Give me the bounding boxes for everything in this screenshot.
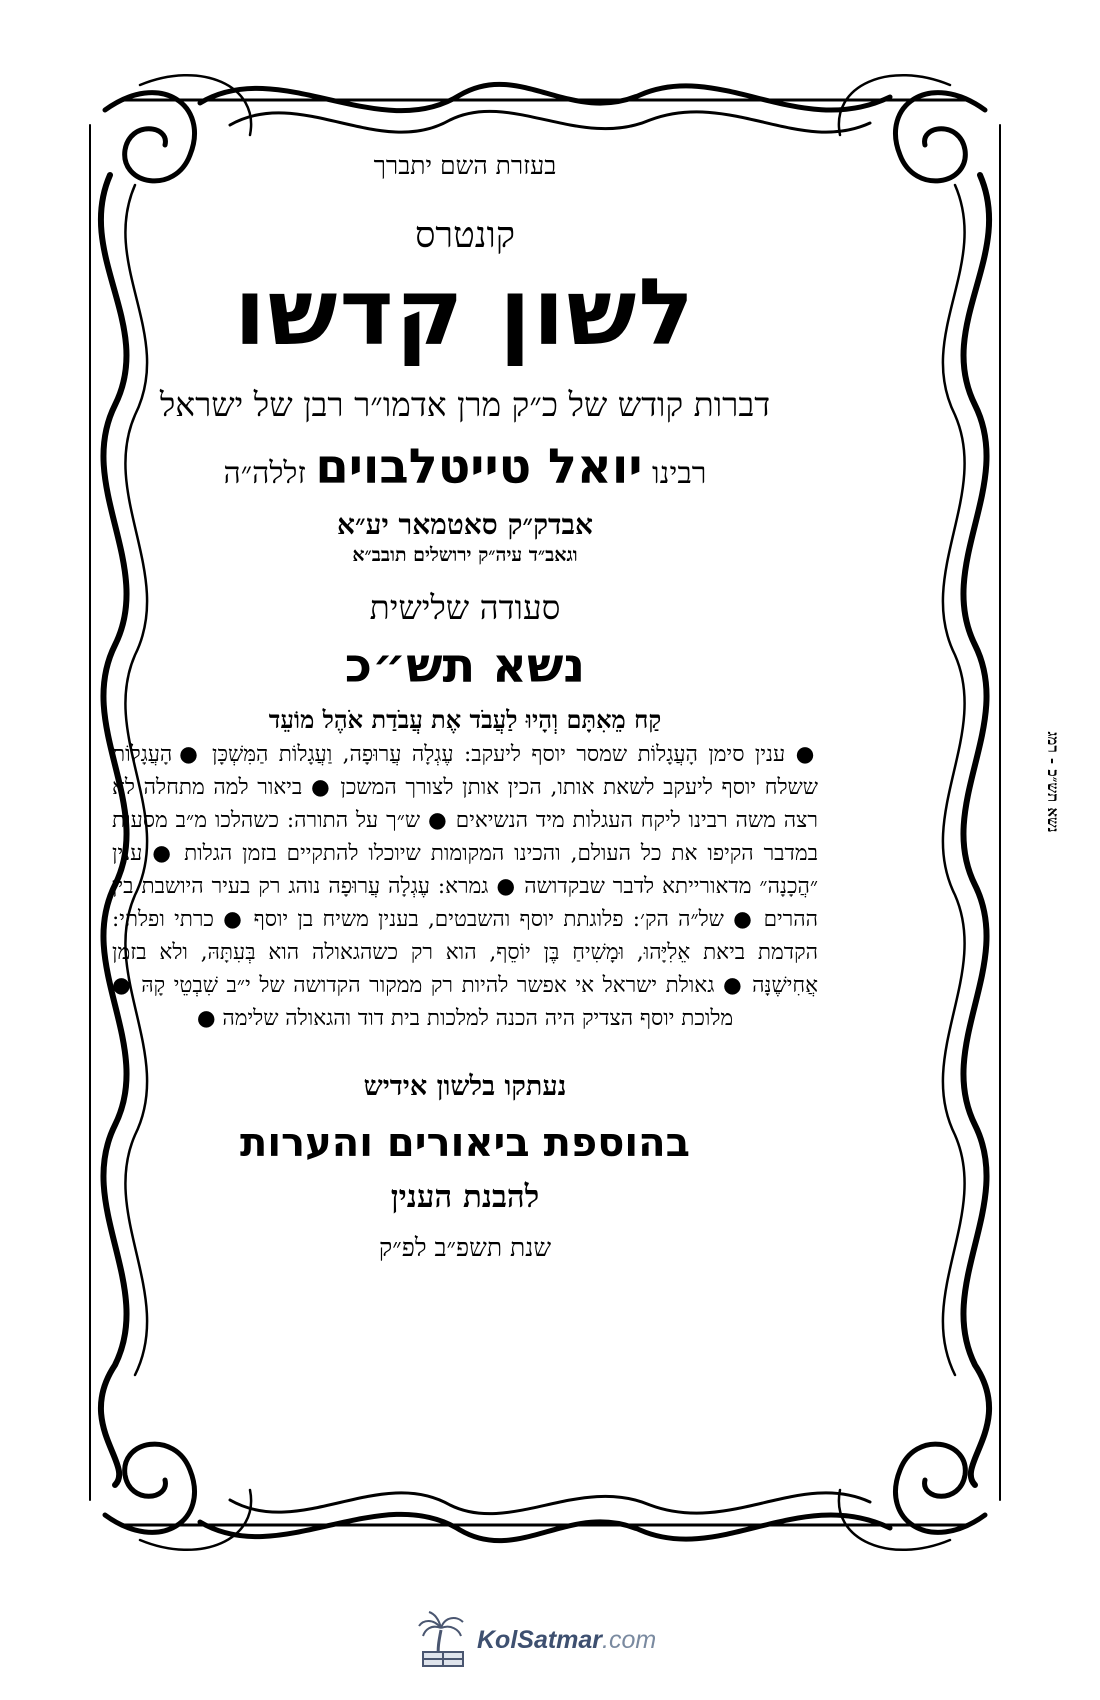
bullet-icon: ● — [311, 774, 332, 800]
topic-item: ענין סימן הָעֲגָלוֹת שמסר יוסף ליעקב: עֶגְלָה עֲרוּפָה, וַעֲגָלוֹת הַמִּשְׁכָּן — [212, 741, 786, 767]
author-line-1: דברות קודש של כ״ק מרן אדמו״ר רבן של ישראל — [159, 384, 771, 424]
topic-item: כרתי ופלתי: הקדמת ביאת אֵלִיָּהוּ, וּמָשִׁיחַ בֶּן יוֹסֵף, הוא רק כשהגאולה הוא בְּעִתָּהּ, ולא בזמן אֲחִישֶׁנָּה — [112, 906, 818, 998]
bullet-icon: ● — [152, 840, 175, 866]
translated-note: נעתקו בלשון אידיש — [363, 1070, 567, 1102]
bullet-icon: ● — [795, 741, 819, 767]
author-prefix: רבינו — [652, 455, 707, 491]
kuntres-label: קונטרס — [414, 214, 516, 256]
topic-item: גאולת ישראל אי אפשר להיות רק ממקור הקדושה של י״ב שִׁבְטֵי קָהּ — [141, 972, 715, 998]
publication-year: שנת תשפ״ב לפ״ק — [378, 1232, 552, 1262]
bullet-icon: ● — [179, 741, 202, 767]
occasion-parsha: נשא תש״כ — [344, 638, 586, 695]
author-line-3: אבדק״ק סאטמאר יע״א — [337, 508, 593, 542]
additions-note: בהוספת ביאורים והערות — [240, 1119, 690, 1166]
occasion-seuda: סעודה שלישית — [369, 588, 561, 628]
bullet-icon: ● — [733, 906, 755, 932]
palm-tree-book-icon — [415, 1610, 471, 1670]
topic-item: ענין ״הֲכָנָה״ מדאורייתא לדבר שבקדושה — [112, 840, 818, 899]
bullet-icon: ● — [496, 873, 517, 899]
topic-item: הָעֲגָלוֹת ששלח יוסף ליעקב לשאת אותו, הכין אותן לצורך המשכן — [112, 741, 819, 800]
blessing-heading: בעזרת השם יתברך — [373, 151, 557, 180]
verse-line: קַח מֵאִתָּם וְהָיוּ לַעֲבֹד אֶת עֲבֹדַת אֹהֶל מוֹעֵד — [268, 705, 662, 735]
logo-text — [477, 1626, 656, 1655]
author-line-4: וגאב״ד עיה״ק ירושלים תובב״א — [352, 544, 578, 567]
bullet-icon: ● — [223, 906, 245, 932]
topic-item: ביאור למה מתחלה לא רצה משה רבינו ליקח העגלות מיד הנשיאים — [112, 774, 818, 833]
topics-list — [110, 738, 820, 1035]
topic-item: מלוכת יוסף הצדיק היה הכנה למלכות בית דוד והגאולה שלימה — [222, 1005, 734, 1031]
bullet-icon: ● — [196, 1005, 216, 1031]
author-suffix: זללה״ה — [223, 455, 306, 491]
kolsatmar-logo[interactable] — [415, 1610, 695, 1670]
bullet-icon: ● — [112, 972, 133, 998]
title-page-content — [110, 90, 820, 1262]
topic-item: של״ה הק׳: פלוגתת יוסף והשבטים, בענין משיח בן יוסף — [253, 906, 724, 932]
side-page-label: נשא תש״כ - רמג — [1044, 731, 1062, 833]
topic-item: ש״ך על התורה: כשהלכו מ״ב מסעות במדבר הקיפו את כל העולם, והכינו המקומות שיוכלו להתקיים בזמן הגלות — [112, 807, 818, 866]
author-line-2 — [110, 440, 820, 495]
understanding-note: להבנת הענין — [390, 1178, 540, 1215]
logo-brand: KolSatmar — [477, 1625, 603, 1654]
bullet-icon: ● — [428, 807, 448, 833]
logo-tld: .com — [602, 1625, 657, 1654]
topic-item: גמרא: עֶגְלָה עֲרוּפָה נוהג רק בעיר היושבת בין ההרים — [112, 873, 818, 932]
author-name: יואל טייטלבוים — [315, 438, 643, 495]
bullet-icon: ● — [722, 972, 744, 998]
book-title: לשון קדשו — [234, 259, 696, 367]
